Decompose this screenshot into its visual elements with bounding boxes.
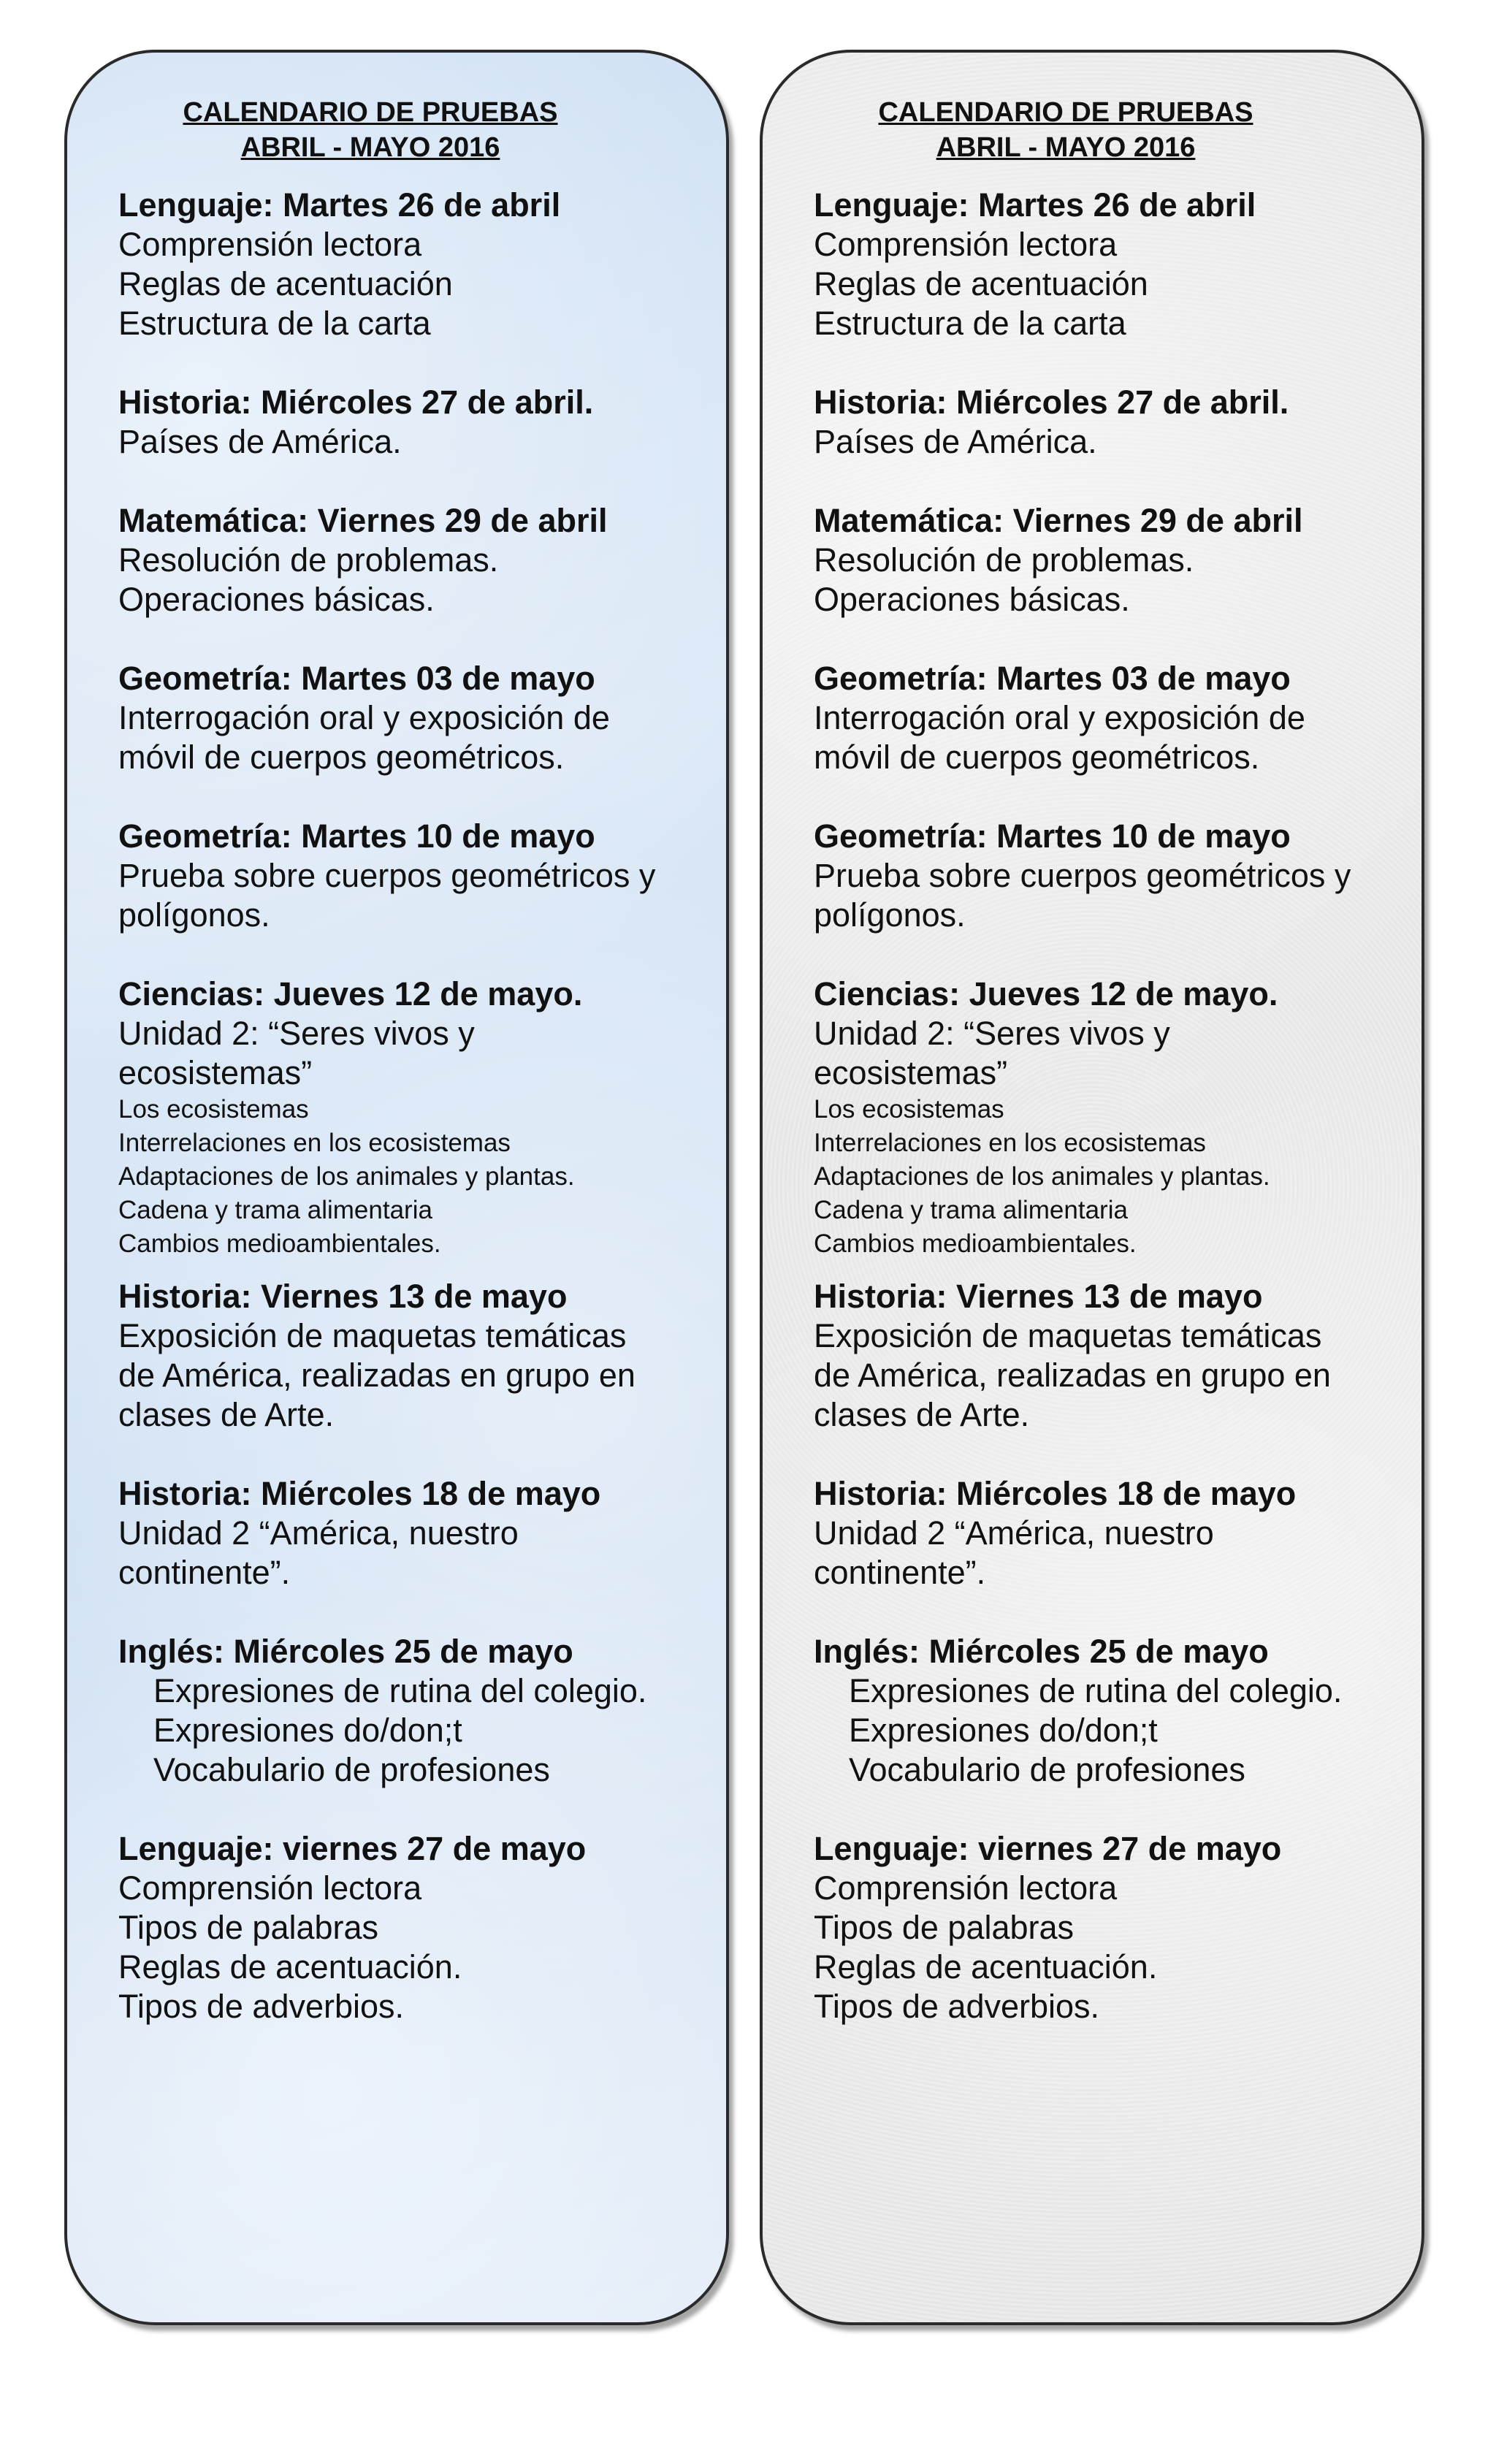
- exam-topic: Estructura de la carta: [118, 305, 431, 342]
- exam-heading: Inglés: Miércoles 25 de mayo: [814, 1633, 1269, 1670]
- exam-heading: Matemática: Viernes 29 de abril: [814, 502, 1303, 539]
- exam-heading: Lenguaje: viernes 27 de mayo: [118, 1830, 587, 1867]
- exam-topic: Estructura de la carta: [814, 305, 1126, 342]
- exam-heading: Geometría: Martes 03 de mayo: [118, 660, 595, 697]
- exam-subtopic: Interrelaciones en los ecosistemas: [118, 1129, 511, 1157]
- exam-topic: polígonos.: [814, 896, 966, 934]
- exam-entry: [118, 659, 697, 777]
- exam-subtopic: Cambios medioambientales.: [814, 1229, 1137, 1258]
- exam-topic: Exposición de maquetas temáticas: [814, 1317, 1322, 1354]
- exam-topic: ecosistemas”: [118, 1054, 313, 1091]
- exam-topic: Reglas de acentuación: [814, 265, 1148, 302]
- exam-heading: Matemática: Viernes 29 de abril: [118, 502, 608, 539]
- exam-topic: continente”.: [118, 1554, 291, 1591]
- exam-list: [118, 186, 697, 2026]
- exam-heading: Geometría: Martes 10 de mayo: [814, 817, 1291, 855]
- calendar-content: [814, 95, 1392, 2066]
- exam-topic: Comprensión lectora: [118, 1869, 422, 1907]
- exam-topic: Expresiones do/don;t: [849, 1712, 1158, 1749]
- exam-heading: Historia: Viernes 13 de mayo: [814, 1278, 1263, 1315]
- exam-entry: [814, 1829, 1392, 2026]
- exam-topic: Países de América.: [814, 423, 1097, 460]
- exam-topic: Exposición de maquetas temáticas: [118, 1317, 627, 1354]
- exam-topic: Resolución de problemas.: [118, 541, 499, 579]
- exam-heading: Ciencias: Jueves 12 de mayo.: [118, 975, 583, 1012]
- exam-topic: continente”.: [814, 1554, 986, 1591]
- exam-entry: [118, 1474, 697, 1593]
- exam-entry: [814, 186, 1392, 343]
- exam-entry: [118, 1277, 697, 1435]
- exam-topic: Expresiones de rutina del colegio.: [153, 1672, 647, 1709]
- exam-topic: clases de Arte.: [118, 1396, 335, 1433]
- exam-subtopic: Adaptaciones de los animales y plantas.: [118, 1162, 575, 1191]
- exam-heading: Historia: Miércoles 27 de abril.: [118, 384, 594, 421]
- exam-topic: de América, realizadas en grupo en: [118, 1357, 636, 1394]
- exam-topic: Tipos de palabras: [118, 1909, 379, 1946]
- exam-topic: Reglas de acentuación: [118, 265, 453, 302]
- exam-heading: Historia: Miércoles 18 de mayo: [118, 1475, 601, 1512]
- exam-topic: clases de Arte.: [814, 1396, 1030, 1433]
- exam-subtopic: Cambios medioambientales.: [118, 1229, 441, 1258]
- exam-entry: [118, 1829, 697, 2026]
- exam-heading: Historia: Miércoles 18 de mayo: [814, 1475, 1297, 1512]
- exam-subtopic: Los ecosistemas: [814, 1095, 1004, 1124]
- exam-entry: [814, 659, 1392, 777]
- exam-heading: Historia: Miércoles 27 de abril.: [814, 384, 1289, 421]
- exam-topic: Vocabulario de profesiones: [849, 1751, 1245, 1788]
- exam-subtopic: Los ecosistemas: [118, 1095, 309, 1124]
- exam-heading: Lenguaje: Martes 26 de abril: [118, 186, 561, 224]
- exam-heading: Historia: Viernes 13 de mayo: [118, 1278, 568, 1315]
- exam-entry: [118, 817, 697, 935]
- exam-subtopic: Adaptaciones de los animales y plantas.: [814, 1162, 1270, 1191]
- calendar-title: CALENDARIO DE PRUEBAS ABRIL - MAYO 2016: [183, 97, 558, 163]
- exam-entry: [814, 383, 1392, 462]
- exam-heading: Inglés: Miércoles 25 de mayo: [118, 1633, 573, 1670]
- exam-heading: Lenguaje: Martes 26 de abril: [814, 186, 1256, 224]
- exam-topic: Unidad 2 “América, nuestro: [118, 1514, 519, 1552]
- exam-subtopic: Cadena y trama alimentaria: [118, 1196, 432, 1224]
- exam-topic: Reglas de acentuación.: [814, 1948, 1158, 1986]
- exam-topic: Países de América.: [118, 423, 402, 460]
- exam-entry: [814, 1474, 1392, 1593]
- exam-topic: polígonos.: [118, 896, 270, 934]
- exam-topic: Vocabulario de profesiones: [153, 1751, 550, 1788]
- exam-topic: Comprensión lectora: [118, 226, 422, 263]
- exam-entry: [814, 817, 1392, 935]
- exam-topic: Prueba sobre cuerpos geométricos y: [814, 857, 1351, 894]
- calendar-content: [118, 95, 697, 2066]
- exam-entry: [118, 186, 697, 343]
- exam-entry: [118, 1632, 697, 1790]
- exam-entry: [118, 383, 697, 462]
- exam-topic: Operaciones básicas.: [814, 581, 1130, 618]
- exam-subtopic: Interrelaciones en los ecosistemas: [814, 1129, 1206, 1157]
- exam-entry: [118, 974, 697, 1261]
- exam-topic: Tipos de adverbios.: [814, 1988, 1100, 2025]
- exam-entry: [814, 1277, 1392, 1435]
- exam-topic: Reglas de acentuación.: [118, 1948, 462, 1986]
- exam-topic: Unidad 2: “Seres vivos y: [814, 1015, 1170, 1052]
- calendar-title: CALENDARIO DE PRUEBAS ABRIL - MAYO 2016: [878, 97, 1253, 163]
- exam-topic: Expresiones do/don;t: [153, 1712, 462, 1749]
- exam-topic: Unidad 2 “América, nuestro: [814, 1514, 1214, 1552]
- exam-topic: Interrogación oral y exposición de: [118, 699, 610, 736]
- exam-topic: Expresiones de rutina del colegio.: [849, 1672, 1343, 1709]
- exam-subtopic: Cadena y trama alimentaria: [814, 1196, 1128, 1224]
- exam-topic: de América, realizadas en grupo en: [814, 1357, 1331, 1394]
- calendar-card-gray: [760, 50, 1424, 2325]
- exam-heading: Lenguaje: viernes 27 de mayo: [814, 1830, 1282, 1867]
- exam-topic: ecosistemas”: [814, 1054, 1008, 1091]
- exam-topic: Prueba sobre cuerpos geométricos y: [118, 857, 656, 894]
- exam-entry: [814, 974, 1392, 1261]
- exam-entry: [814, 1632, 1392, 1790]
- exam-heading: Geometría: Martes 10 de mayo: [118, 817, 595, 855]
- exam-topic: Comprensión lectora: [814, 226, 1118, 263]
- exam-topic: móvil de cuerpos geométricos.: [118, 739, 565, 776]
- exam-topic: Tipos de palabras: [814, 1909, 1075, 1946]
- exam-list: [814, 186, 1392, 2026]
- exam-topic: Resolución de problemas.: [814, 541, 1194, 579]
- exam-entry: [118, 501, 697, 619]
- exam-topic: móvil de cuerpos geométricos.: [814, 739, 1260, 776]
- calendar-card-blue: [64, 50, 729, 2325]
- exam-heading: Ciencias: Jueves 12 de mayo.: [814, 975, 1278, 1012]
- exam-heading: Geometría: Martes 03 de mayo: [814, 660, 1291, 697]
- exam-topic: Unidad 2: “Seres vivos y: [118, 1015, 475, 1052]
- exam-topic: Operaciones básicas.: [118, 581, 435, 618]
- exam-topic: Tipos de adverbios.: [118, 1988, 405, 2025]
- exam-topic: Interrogación oral y exposición de: [814, 699, 1305, 736]
- exam-topic: Comprensión lectora: [814, 1869, 1118, 1907]
- exam-entry: [814, 501, 1392, 619]
